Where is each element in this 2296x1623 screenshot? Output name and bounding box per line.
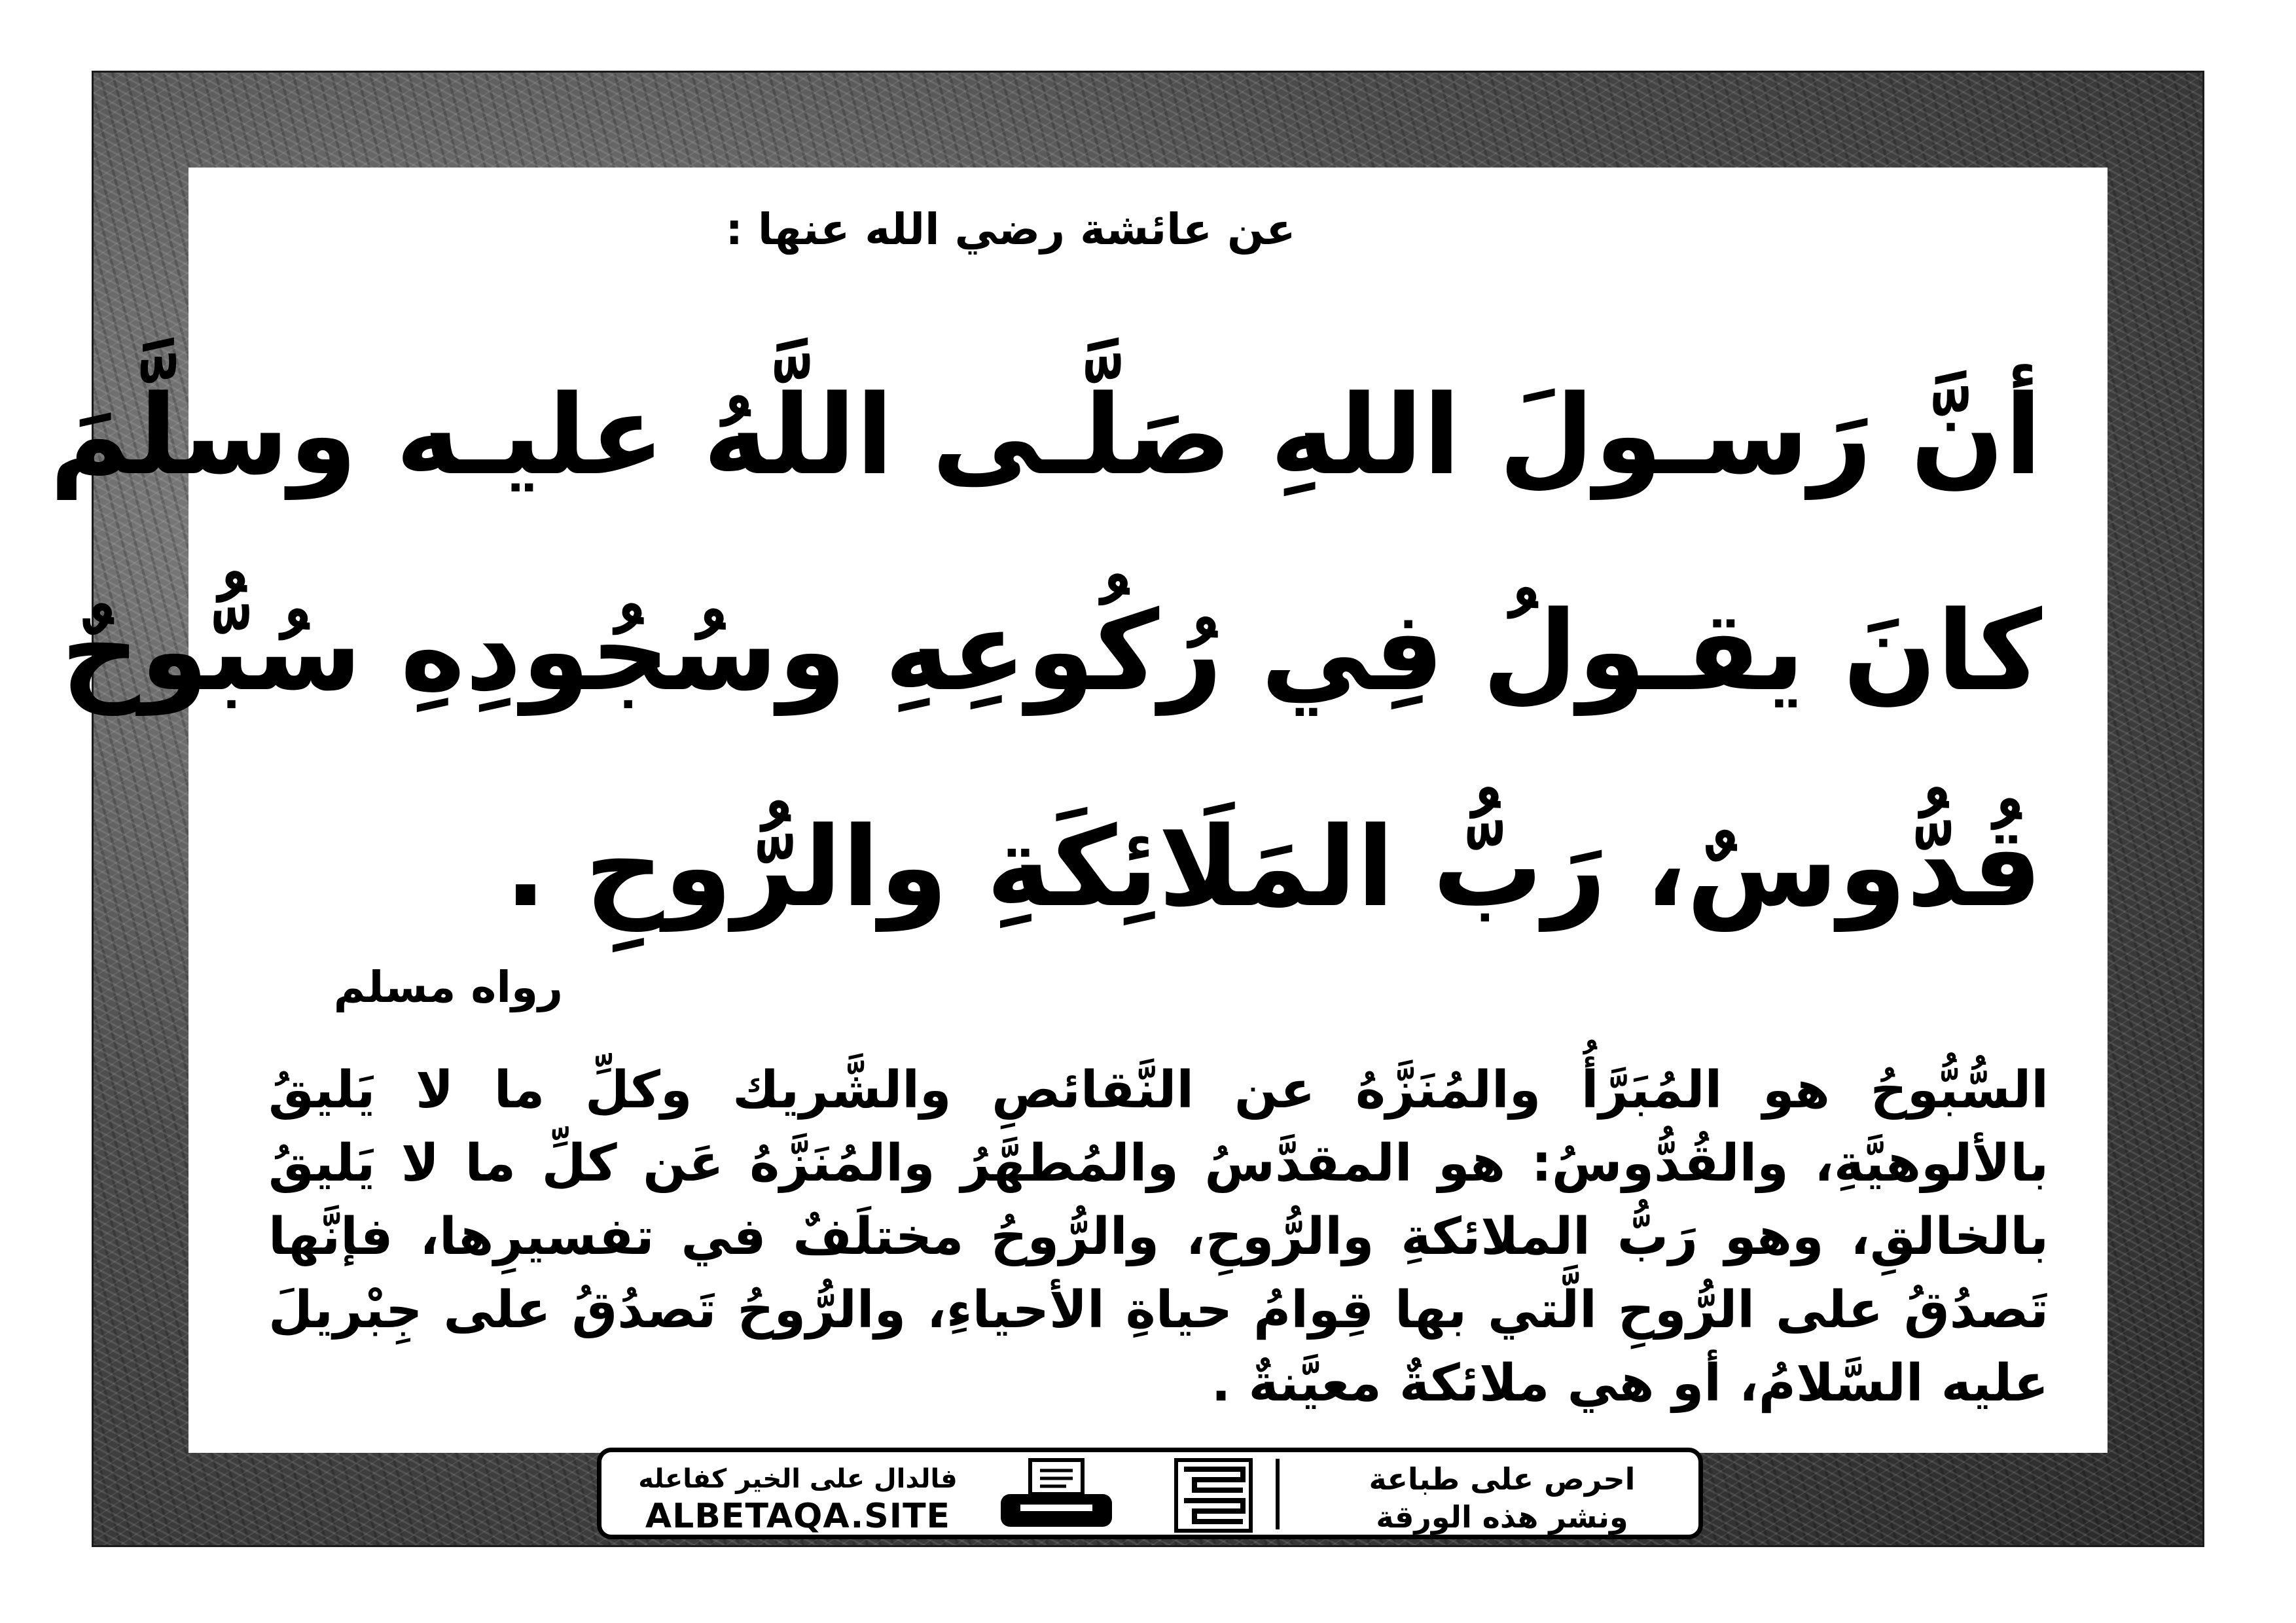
footer-call-block — [1319, 1460, 1685, 1535]
dawa-paper-logo-icon — [1171, 1456, 1256, 1535]
hadith-line-1: أنَّ رَسـولَ اللهِ صَلَّـى اللَّهُ عليـه وسلَّمَ — [49, 371, 2042, 499]
site-link[interactable]: ALBETAQA.SITE — [645, 1497, 951, 1536]
footer-banner — [597, 1448, 1703, 1539]
explanation-text: السُّبُّوحُ هو المُبَرَّأُ والمُنَزَّهُ عن النَّقائصِ والشَّريك وكلِّ ما لا يَليقُ بالألوهيَّةِ، والقُدُّوسُ: هو المقدَّسُ والمُطهَّرُ والمُنَزَّهُ عَن كلِّ ما لا يَليقُ بالخالقِ، وهو رَبُّ الملائكةِ والرُّوحِ، والرُّوحُ مختلَفٌ في تفسيرِها، فإنَّها تَصدُقُ على الرُّوحِ الَّتي بها قِوامُ حياةِ الأحياءِ، والرُّوحُ تَصدُقُ على جِبْريلَ عليه السَّلامُ، أو هي ملائكةٌ معيَّنةٌ . — [268, 1061, 2049, 1413]
hadith-text — [49, 327, 2042, 975]
printer-icon — [994, 1456, 1119, 1535]
hadith-line-2: كانَ يقـولُ فِي رُكُوعِهِ وسُجُودِهِ سُبُّوحٌ — [60, 587, 2042, 715]
hadith-line-3: قُدُّوسٌ، رَبُّ المَلَائِكَةِ والرُّوحِ . — [504, 803, 2042, 931]
footer-slogan: فالدال على الخير كفاعله — [638, 1464, 958, 1494]
footer-site-block — [615, 1459, 981, 1536]
footer-separator — [1276, 1459, 1280, 1529]
footer-call-line-1: احرص على طباعة — [1369, 1461, 1636, 1497]
footer-call-line-2: ونشر هذه الورقة — [1376, 1499, 1628, 1535]
narrator-line: عن عائشة رضي الله عنها : — [725, 204, 1296, 255]
hadith-source: رواه مسلم — [333, 962, 563, 1012]
